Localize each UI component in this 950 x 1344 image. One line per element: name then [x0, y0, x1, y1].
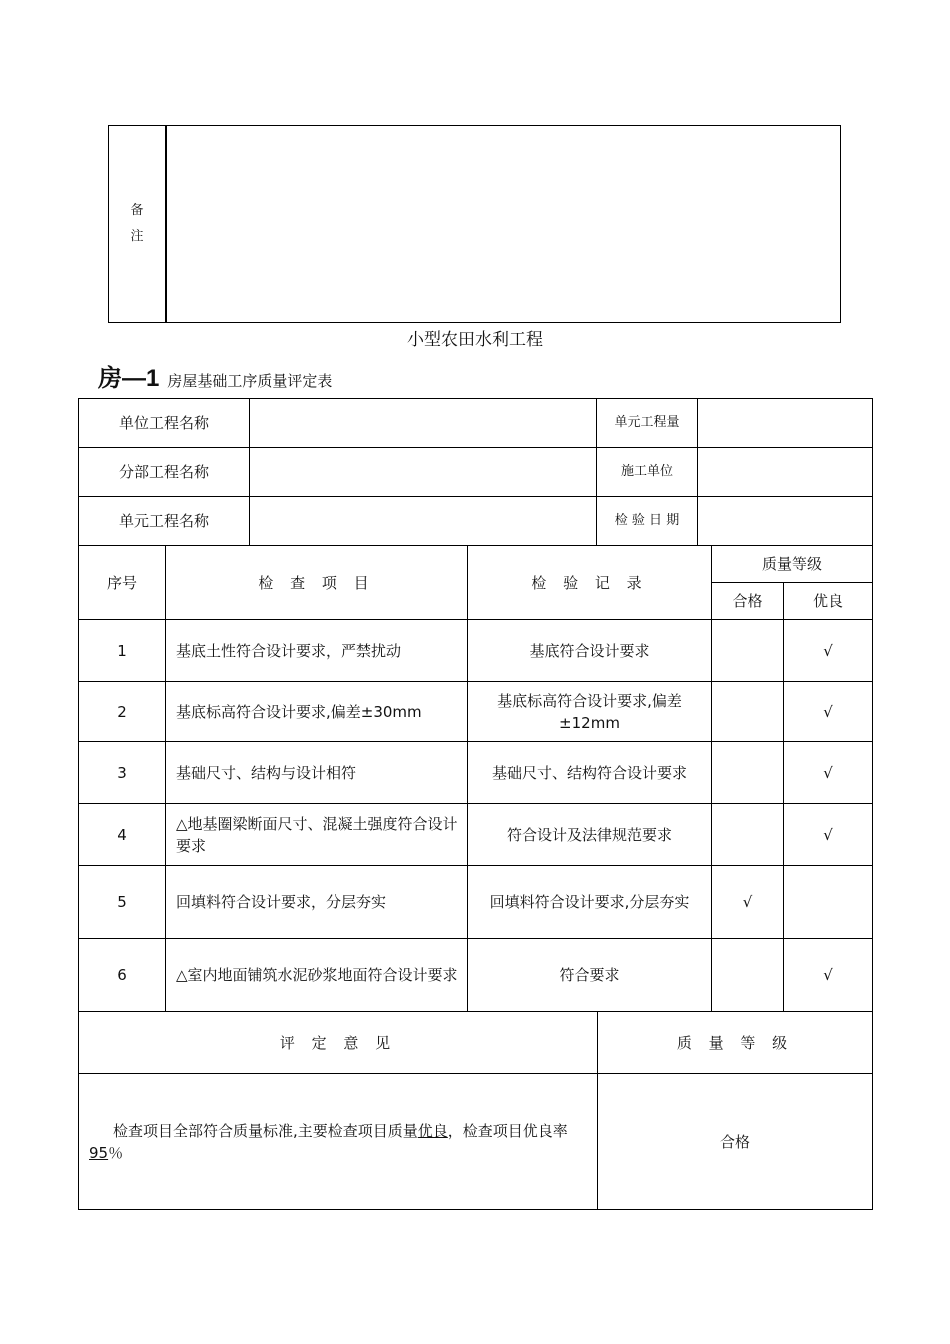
row-pass [712, 620, 784, 682]
evaluation-opinion-header: 评 定 意 见 [79, 1012, 598, 1074]
unit-quantity-value [698, 399, 873, 448]
remarks-label [109, 126, 167, 322]
header-grade: 质量等级 [712, 546, 873, 583]
header-item: 检 查 项 目 [166, 546, 468, 620]
row-seq: 1 [79, 620, 166, 682]
unit-quantity-label: 单元工程量 [597, 399, 698, 448]
row-record: 基底标高符合设计要求,偏差±12mm [468, 682, 712, 742]
row-seq: 5 [79, 866, 166, 939]
row-item: 基础尺寸、结构与设计相符 [166, 742, 468, 804]
header-seq: 序号 [79, 546, 166, 620]
row-record: 符合设计及法律规范要求 [468, 804, 712, 866]
row-item: △室内地面铺筑水泥砂浆地面符合设计要求 [166, 939, 468, 1012]
row-item: 基底土性符合设计要求，严禁扰动 [166, 620, 468, 682]
table-row [79, 804, 873, 866]
table-row [79, 866, 873, 939]
row-record: 基础尺寸、结构符合设计要求 [468, 742, 712, 804]
unit-project-name-value [250, 399, 597, 448]
row-item: △地基圈梁断面尺寸、混凝土强度符合设计要求 [166, 804, 468, 866]
evaluation-grade-header: 质 量 等 级 [598, 1012, 873, 1074]
row-record: 基底符合设计要求 [468, 620, 712, 682]
excellent-rate-value: 95 [89, 1143, 109, 1162]
element-project-name-label: 单元工程名称 [79, 497, 250, 546]
project-info-table [78, 398, 873, 546]
row-pass [712, 742, 784, 804]
row-record: 回填料符合设计要求,分层夯实 [468, 866, 712, 939]
evaluation-table [78, 1011, 873, 1210]
header-record: 检 验 记 录 [468, 546, 712, 620]
row-excellent: √ [784, 804, 873, 866]
row-item: 基底标高符合设计要求,偏差±30mm [166, 682, 468, 742]
row-seq: 4 [79, 804, 166, 866]
row-excellent [784, 866, 873, 939]
row-pass [712, 682, 784, 742]
evaluation-text-2: ，检查项目优良率 [447, 1121, 568, 1140]
row-excellent: √ [784, 682, 873, 742]
document-subtitle: 小型农田水利工程 [407, 330, 543, 350]
unit-project-name-label: 单位工程名称 [79, 399, 250, 448]
inspection-date-value [698, 497, 873, 546]
form-heading [98, 358, 332, 393]
evaluation-opinion [79, 1074, 598, 1210]
table-row [79, 620, 873, 682]
row-pass [712, 939, 784, 1012]
header-excellent: 优良 [784, 583, 873, 620]
remarks-label-char-1: 备 [130, 203, 144, 218]
construction-unit-label: 施工单位 [597, 448, 698, 497]
evaluation-text-1: 检查项目全部符合质量标准,主要检查项目质量 [113, 1121, 418, 1140]
row-seq: 3 [79, 742, 166, 804]
table-row [79, 939, 873, 1012]
table-row [79, 742, 873, 804]
element-project-name-value [250, 497, 597, 546]
row-item: 回填料符合设计要求，分层夯实 [166, 866, 468, 939]
table-row [79, 682, 873, 742]
percent-sign: ％ [108, 1143, 124, 1162]
row-pass: √ [712, 866, 784, 939]
remarks-label-char-2: 注 [130, 229, 144, 244]
row-record: 符合要求 [468, 939, 712, 1012]
construction-unit-value [698, 448, 873, 497]
form-title: 房屋基础工序质量评定表 [167, 372, 333, 390]
evaluation-grade-value: 合格 [598, 1074, 873, 1210]
division-project-name-label: 分部工程名称 [79, 448, 250, 497]
inspection-date-label: 检 验 日 期 [597, 497, 698, 546]
inspection-table [78, 545, 873, 1012]
row-excellent: √ [784, 742, 873, 804]
row-seq: 2 [79, 682, 166, 742]
header-pass: 合格 [712, 583, 784, 620]
row-excellent: √ [784, 939, 873, 1012]
remarks-box [108, 125, 841, 323]
division-project-name-value [250, 448, 597, 497]
form-code: 房—1 [98, 365, 160, 392]
row-seq: 6 [79, 939, 166, 1012]
row-excellent: √ [784, 620, 873, 682]
row-pass [712, 804, 784, 866]
main-quality-value: 优良 [417, 1121, 448, 1140]
